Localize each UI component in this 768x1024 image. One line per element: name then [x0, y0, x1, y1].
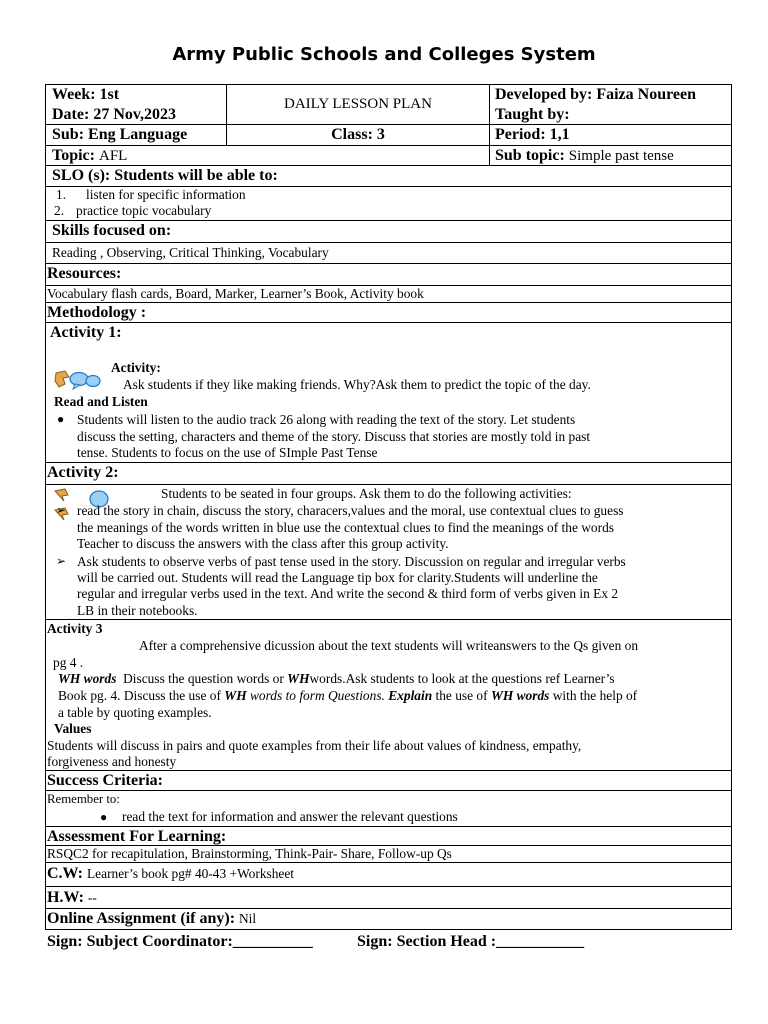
wh-text-1: Discuss the question words or	[123, 671, 284, 686]
slo-item-2: practice topic vocabulary	[76, 203, 212, 218]
subject-coordinator-sign: Sign: Subject Coordinator:__________	[47, 933, 313, 950]
topic-label: Topic:	[52, 147, 95, 164]
slo-item-1-num: 1.	[56, 187, 67, 202]
document-title: Army Public Schools and Colleges System	[172, 44, 596, 65]
assessment-heading: Assessment For Learning:	[47, 828, 227, 845]
hw-label: H.W:	[47, 889, 84, 906]
topic-value: AFL	[98, 148, 128, 164]
activity2-intro: Students to be seated in four groups. Ask them to do the following activities:	[161, 486, 572, 501]
success-item: read the text for information and answer the relevant questions	[122, 809, 458, 824]
skills-heading: Skills focused on:	[52, 222, 172, 239]
round-bullet-icon: ●	[100, 810, 108, 824]
resources-heading: Resources:	[47, 265, 122, 282]
topic-row	[52, 148, 127, 164]
activity1-heading: Activity 1:	[50, 324, 122, 341]
activity1-sublabel: Activity:	[111, 360, 161, 375]
line2-c: with the help of	[552, 688, 638, 703]
line2-b: the use of	[435, 688, 488, 703]
slo-heading: SLO (s): Students will be able to:	[52, 167, 278, 184]
activity3-page-ref: pg 4 .	[53, 655, 84, 670]
slo-item-1: listen for specific information	[86, 187, 246, 202]
methodology-heading: Methodology :	[47, 304, 147, 321]
lesson-plan-title: DAILY LESSON PLAN	[284, 96, 432, 112]
activity2-bullet1-line-3: Teacher to discuss the answers with the class after this group activity.	[77, 536, 449, 551]
activity1-bullet-line-1: Students will listen to the audio track 26 along with reading the text of the story. Let students	[77, 412, 576, 427]
subtopic-label: Sub topic:	[495, 147, 565, 164]
read-listen-label: Read and Listen	[54, 394, 148, 409]
activity2-bullet2-line-3: regular and irregular verbs used in the text. And write the second & third form of verbs given in Ex 2	[77, 586, 619, 601]
date-label: Date: 27 Nov,2023	[52, 106, 176, 123]
activity2-bullet1-line-1: read the story in chain, discuss the story, characers,values and the moral, use contextual clues to guess	[77, 503, 624, 518]
values-label: Values	[54, 721, 92, 736]
values-line-2: forgiveness and honesty	[47, 754, 177, 769]
class-label: Class: 3	[331, 126, 385, 143]
assessment-text: RSQC2 for recapitulation, Brainstorming, Think-Pair- Share, Follow-up Qs	[47, 846, 452, 861]
line2-wh: WH	[224, 688, 247, 703]
line2-em: words to form Questions.	[249, 688, 385, 703]
activity2-bullet2-line-4: LB in their notebooks.	[77, 603, 198, 618]
slo-item-2-num: 2.	[54, 203, 65, 218]
online-text: Nil	[239, 911, 257, 926]
online-row	[47, 911, 256, 927]
line2-explain: Explain	[388, 688, 433, 703]
skills-text: Reading , Observing, Critical Thinking, Vocabulary	[52, 245, 329, 260]
line2-a: Book pg. 4. Discuss the use of	[58, 688, 221, 703]
online-label: Online Assignment (if any):	[47, 910, 236, 927]
hw-row	[47, 890, 97, 906]
developed-by: Developed by: Faiza Noureen	[495, 86, 697, 103]
subject-label: Sub: Eng Language	[52, 126, 188, 143]
cw-row	[47, 866, 294, 882]
activity1-bullet-line-2: discuss the setting, characters and theme of the story. Discuss that stories are mostly told in past	[77, 429, 591, 444]
subtopic-row	[495, 148, 674, 164]
section-head-sign: Sign: Section Head :___________	[357, 933, 585, 950]
owl-speech-bubble-icon	[53, 370, 103, 390]
subtopic-value: Simple past tense	[568, 148, 674, 164]
line2-wh2: WH words	[490, 688, 550, 703]
arrow-bullet-icon: ➢	[56, 554, 67, 568]
remember-label: Remember to:	[47, 792, 120, 806]
activity2-bullet1-line-2: the meanings of the words written in blue use the contextual clues to find the meanings of the words	[77, 520, 614, 535]
wh-em: WH	[287, 671, 310, 686]
cw-label: C.W:	[47, 865, 83, 882]
success-heading: Success Criteria:	[47, 772, 163, 789]
activity2-heading: Activity 2:	[47, 464, 119, 481]
activity1-bullet-line-3: tense. Students to focus on the use of SImple Past Tense	[77, 445, 378, 460]
activity2-bullet2-line-1: Ask students to observe verbs of past tense used in the story. Discussion on regular and irregular verbs	[77, 554, 626, 569]
hw-text: --	[87, 890, 97, 905]
activity2-bullet2-line-2: will be carried out. Students will read the Language tip box for clarity.Students will underline the	[77, 570, 598, 585]
activity3-line3: a table by quoting examples.	[58, 705, 212, 720]
period-label: Period: 1,1	[495, 126, 570, 143]
taught-by: Taught by:	[495, 106, 570, 123]
wh-text-2: words.Ask students to look at the questions ref Learner’s	[309, 671, 615, 686]
activity3-intro: After a comprehensive dicussion about the text students will writeanswers to the Qs given on	[139, 638, 639, 653]
values-line-1: Students will discuss in pairs and quote examples from their life about values of kindness, empathy,	[47, 738, 582, 753]
cw-text: Learner’s book pg# 40-43 +Worksheet	[87, 866, 295, 881]
wh-label-em: WH words	[58, 671, 117, 686]
resources-text: Vocabulary flash cards, Board, Marker, Learner’s Book, Activity book	[47, 286, 424, 301]
wh-words-line	[58, 672, 615, 685]
round-bullet-icon: ●	[57, 412, 65, 426]
activity1-intro: Ask students if they like making friends. Why?Ask them to predict the topic of the day.	[123, 377, 591, 392]
arrow-bullet-icon: ➢	[56, 503, 67, 517]
activity3-heading: Activity 3	[47, 621, 103, 636]
week-label: Week: 1st	[52, 86, 120, 103]
wh-usage-line	[58, 689, 637, 702]
